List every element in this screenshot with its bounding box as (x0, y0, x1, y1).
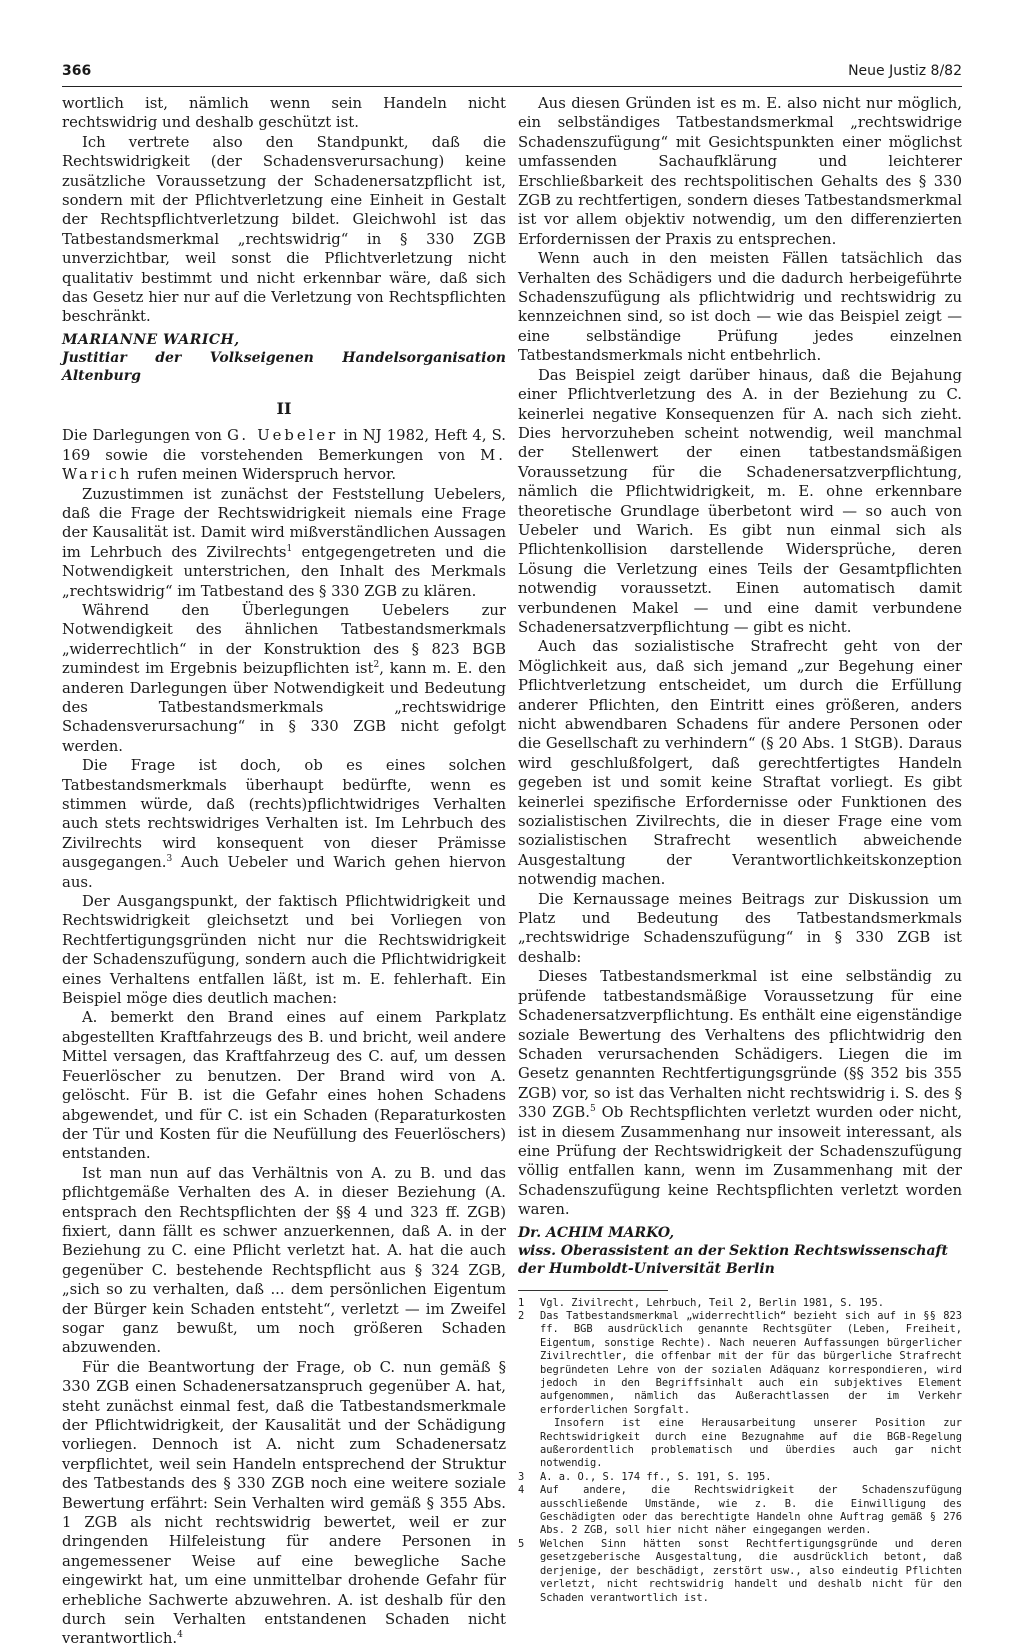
footnotes (518, 1297, 962, 1605)
right-column (518, 94, 962, 1605)
footnote-number: 3 (518, 1470, 525, 1483)
text-run: Während den Überlegungen Uebelers zur Notwendigkeit des ähnlichen Tatbestandsmerkmals „widerrechtlich“ in der Konstruktion des § 823 BGB zumindest im Ergebnis beizupflichten ist (62, 601, 506, 678)
paragraph (62, 1358, 506, 1649)
text-run: , kann m. E. den anderen Darlegungen über Notwendigkeit und Bedeutung des Tatbestandsmerkmals „rechtswidrige Schadensverursachung“ in § 330 ZGB nicht gefolgt werden. (62, 660, 506, 755)
paragraph (518, 967, 962, 1219)
footnote-ref: 1 (286, 543, 293, 554)
paragraph: A. bemerkt den Brand eines auf einem Parkplatz abgestellten Kraftfahrzeugs des B. und bricht, weil andere Mittel versagen, das Kraftfahrzeug des C. auf, um dessen Feuerlöscher zu benutzen. Der Brand wird von A. gelöscht. Für B. ist die Gefahr eines hohen Schadens abgewendet, und für C. ist ein Schaden (Reparaturkosten der Tür und Kosten für die Neufüllung des Feuerlöschers) entstanden. (62, 1009, 506, 1163)
paragraph (62, 756, 506, 892)
author-reference: G. Uebeler (227, 427, 339, 445)
page-number: 366 (62, 63, 92, 79)
author-signature (62, 331, 506, 385)
footnote-number: 2 (518, 1309, 525, 1322)
footnote (518, 1310, 962, 1417)
footnote-number: 1 (518, 1296, 525, 1309)
page-header (62, 60, 962, 87)
author-affiliation: der Humboldt-Universität Berlin (518, 1260, 775, 1277)
footnote (518, 1297, 962, 1310)
footnote-text: Welchen Sinn hätten sonst Rechtfertigungsgründe und deren gesetzgeberische Ausgestaltung, die ausdrücklich betont, daß derjenige, der beschädigt, zerstört usw., also eindeutig Pflichten verletzt, nicht rechtswidrig handelt und deshalb nicht für den Schaden verantwortlich ist. (540, 1537, 962, 1604)
text-run: in NJ 1982, Heft 4, S. 169 sowie die vorstehenden Bemerkungen von (62, 427, 506, 464)
paragraph: Aus diesen Gründen ist es m. E. also nicht nur möglich, ein selbständiges Tatbestandsmerkmal „rechtswidrige Schadenszufügung“ mit Gesichtspunkten einer möglichst umfassenden Sachaufklärung und leichterer Erschließbarkeit des rechtspolitischen Gehalts des § 330 ZGB zu rechtfertigen, sondern dieses Tatbestandsmerkmal ist vor allem objektiv notwendig, um den differenzierten Erfordernissen der Praxis zu entsprechen. (518, 95, 962, 248)
author-signature (518, 1224, 962, 1278)
paragraph: Wenn auch in den meisten Fällen tatsächlich das Verhalten des Schädigers und die dadurch herbeigeführte Schadenszufügung als pflichtwidrig und rechtswidrig zu kennzeichnen sind, so ist doch — wie das Beispiel zeigt — eine selbständige Prüfung jedes einzelnen Tatbestandsmerkmals nicht entbehrlich. (518, 250, 962, 365)
paragraph (62, 426, 506, 484)
footnote (518, 1484, 962, 1538)
journal-issue: Neue Justiz 8/82 (848, 63, 962, 79)
footnote-number: 4 (518, 1484, 525, 1497)
paragraph: Auch das sozialistische Strafrecht geht von der Möglichkeit aus, daß sich jemand „zur Begehung einer Pflichtverletzung entscheidet, um durch die Erfüllung anderer Pflichten, den Eintritt eines größeren, anders nicht abwendbaren Schadens für andere Personen oder die Gesellschaft zu verhindern“ (§ 20 Abs. 1 StGB). Daraus wird geschlußfolgert, daß gerechtfertigtes Handeln gegeben ist und somit keine Straftat vorliegt. Es gibt keinerlei spezifische Erfordernisse oder Funktionen des sozialistischen Zivilrechts, die in dieser Frage eine vom sozialistischen Strafrecht wesentlich abweichende Ausgestaltung der Verantwortlichkeitskonzeption notwendig machen. (518, 638, 962, 889)
paragraph: Der Ausgangspunkt, der faktisch Pflichtwidrigkeit und Rechtswidrigkeit gleichsetzt und bei Vorliegen von Rechtfertigungsgründen nicht nur die Rechtswidrigkeit der Schadenszufügung, sondern auch die Pflichtwidrigkeit eines Verhaltens entfallen läßt, ist m. E. fehlerhaft. Ein Beispiel möge dies deutlich machen: (62, 893, 506, 1008)
text-run: Auch Uebeler und Warich gehen hiervon aus. (62, 854, 506, 891)
text-run: Ob Rechtspflichten verletzt wurden oder nicht, ist in diesem Zusammenhang nur insoweit interessant, als eine Prüfung der Rechtswidrigkeit der Schadenszufügung völlig entfallen kann, wenn im Zusammenhang mit der Schadenszufügung keine Rechtspflichten verletzt worden waren. (518, 1104, 963, 1219)
paragraph: Die Kernaussage meines Beitrags zur Diskussion um Platz und Bedeutung des Tatbestandsmerkmals „rechtswidrige Schadenszufügung“ in § 330 ZGB ist deshalb: (518, 890, 962, 966)
author-role: Justitiar der Volkseigenen Handelsorganisation Altenburg (62, 349, 506, 384)
footnote-ref: 5 (589, 1104, 596, 1115)
author-role: wiss. Oberassistent an der Sektion Rechtswissenschaft (518, 1242, 949, 1259)
text-run: Die Darlegungen von (62, 427, 228, 445)
text-run: entgegengetreten und die Notwendigkeit unterstrichen, den Inhalt des Merkmals „rechtswidrig“ im Tatbestand des § 330 ZGB zu klären. (62, 543, 506, 600)
footnote-ref: 3 (166, 854, 173, 865)
footnote-text: Das Tatbestandsmerkmal „widerrechtlich“ bezieht sich auf in §§ 823 ff. BGB ausdrücklich genannte Rechtsgüter (Leben, Freiheit, Eigentum, sonstige Rechte). Nach neueren Auffassungen bürgerlicher Zivilrechtler, die offenbar mit der für das bürgerliche Strafrecht begründeten Lehre von der sozialen Adäquanz korrespondieren, wird jedoch in den Begriffsinhalt auch ein subjektives Element aufgenommen, nämlich das Außerachtlassen der im Verkehr erforderlichen Sorgfalt. (540, 1309, 962, 1416)
author-name: Dr. ACHIM MARKO, (518, 1224, 675, 1241)
footnote-number: 5 (518, 1537, 525, 1550)
footnote-ref: 4 (177, 1630, 183, 1641)
text-run: Die Frage ist doch, ob es eines solchen Tatbestandsmerkmals überhaupt bedürfte, wenn es stimmen würde, daß (rechts)pflichtwidriges Verhalten auch stets rechtswidriges Verhalten ist. Im Lehrbuch des Zivilrechts wird konsequent von dieser Prämisse ausgegangen. (62, 757, 506, 872)
footnote-continuation: Insofern ist eine Herausarbeitung unserer Position zur Rechtswidrigkeit durch eine Bezugnahme auf die BGB-Regelung außerordentlich problematisch und überdies auch gar nicht notwendig. (540, 1417, 962, 1470)
author-name: MARIANNE WARICH, (62, 331, 240, 348)
footnote-text: Vgl. Zivilrecht, Lehrbuch, Teil 2, Berlin 1981, S. 195. (540, 1296, 885, 1309)
text-run: Für die Beantwortung der Frage, ob C. nun gemäß § 330 ZGB einen Schadenersatzanspruch gegenüber A. hat, steht zunächst einmal fest, daß die Tatbestandsmerkmale der Pflichtwidrigkeit, der Kausalität und der Schädigung vorliegen. Dennoch ist A. nicht zum Schadenersatz verpflichtet, weil sein Handeln entsprechend der Struktur des Tatbestands des § 330 ZGB noch eine weitere soziale Bewertung erfährt: Sein Verhalten wird gemäß § 355 Abs. 1 ZGB als nicht rechtswidrig bewertet, weil er zur dringenden Hilfeleistung für andere Personen in angemessener Weise auf eine bewegliche Sache eingewirkt hat, um eine unmittelbar drohende Gefahr für erhebliche Sachwerte abzuwehren. A. ist deshalb für den durch sein Verhalten entstandenen Schaden nicht verantwortlich. (62, 1358, 506, 1648)
paragraph: Das Beispiel zeigt darüber hinaus, daß die Bejahung einer Pflichtverletzung des A. in der Beziehung zu C. keinerlei negative Konsequenzen für A. nach sich zieht. Dies hervorzuheben scheint notwendig, weil manchmal der Stellenwert der einen tatbestandsmäßigen Voraussetzung für die Schadenersatzverpflichtung, nämlich die Pflichtwidrigkeit, m. E. ohne erkennbare theoretische Grundlage überbetont wird — so auch von Uebeler und Warich. Es gibt nun einmal sich als Pflichtenkollision darstellende Widersprüche, deren Lösung die Verletzung eines Teils der Gesamtpflichten notwendig voraussetzt. Einen automatisch damit verbundenen Makel — und eine damit verbundene Schadenersatzverpflichtung — gibt es nicht. (518, 366, 962, 636)
footnote (518, 1471, 962, 1484)
footnote (518, 1538, 962, 1605)
footnote-ref: 2 (373, 660, 380, 671)
paragraph: Ich vertrete also den Standpunkt, daß die Rechtswidrigkeit (der Schadensverursachung) keine zusätzliche Voraussetzung der Schadenersatzpflicht ist, sondern mit der Pflichtverletzung eine Einheit in Gestalt der Rechtspflichtverletzung bildet. Gleichwohl ist das Tatbestandsmerkmal „rechtswidrig“ in § 330 ZGB unverzichtbar, weil sonst die Pflichtverletzung nicht qualitativ bestimmt und nicht erkennbar wäre, daß sich das Gesetz hier nur auf die Verletzung von Rechtspflichten beschränkt. (62, 133, 506, 326)
paragraph (62, 485, 506, 601)
text-run: Dieses Tatbestandsmerkmal ist eine selbständig zu prüfende tatbestandsmäßige Voraussetzung für eine Schadenersatzverpflichtung. Es enthält eine eigenständige soziale Bewertung des Verhaltens des pflichtwidrig den Schaden verursachenden Schädigers. Liegen die im Gesetz genannten Rechtfertigungsgründe (§§ 352 bis 355 ZGB) vor, so ist das Verhalten nicht rechtswidrig i. S. des § 330 ZGB. (518, 968, 962, 1122)
paragraph (62, 601, 506, 756)
footnote-text: A. a. O., S. 174 ff., S. 191, S. 195. (540, 1470, 772, 1483)
text-run: Zuzustimmen ist zunächst der Feststellung Uebelers, daß die Frage der Rechtswidrigkeit niemals eine Frage der Kausalität ist. Damit wird mißverständlichen Aussagen im Lehrbuch des Zivilrechts (62, 485, 506, 561)
text-run: rufen meinen Widerspruch hervor. (132, 466, 397, 484)
author-reference: M. Warich (62, 446, 506, 484)
paragraph: Ist man nun auf das Verhältnis von A. zu B. und das pflichtgemäße Verhalten des A. in dieser Beziehung (A. entsprach den Rechtspflichten der §§ 4 und 323 ff. ZGB) fixiert, dann fällt es schwer anzuerkennen, daß A. in der Beziehung zu C. eine Pflicht verletzt hat. A. hat die auch gegenüber C. bestehende Rechtspflicht aus § 324 ZGB, „sich so zu verhalten, daß ... dem persönlichen Eigentum der Bürger kein Schaden entsteht“, verletzt — im Zweifel sogar ganz bewußt, um noch größeren Schaden abzuwenden. (62, 1164, 506, 1357)
footnote-text: Auf andere, die Rechtswidrigkeit der Schadenszufügung ausschließende Umstände, wie z. B. die Einwilligung des Geschädigten oder das berechtigte Handeln ohne Auftrag gemäß § 276 Abs. 2 ZGB, soll hier nicht näher eingegangen werden. (540, 1484, 962, 1537)
paragraph: wortlich ist, nämlich wenn sein Handeln nicht rechtswidrig und deshalb geschützt ist. (62, 95, 506, 132)
footnote-divider (518, 1290, 668, 1291)
section-heading: II (276, 398, 292, 418)
left-column (62, 94, 506, 1649)
